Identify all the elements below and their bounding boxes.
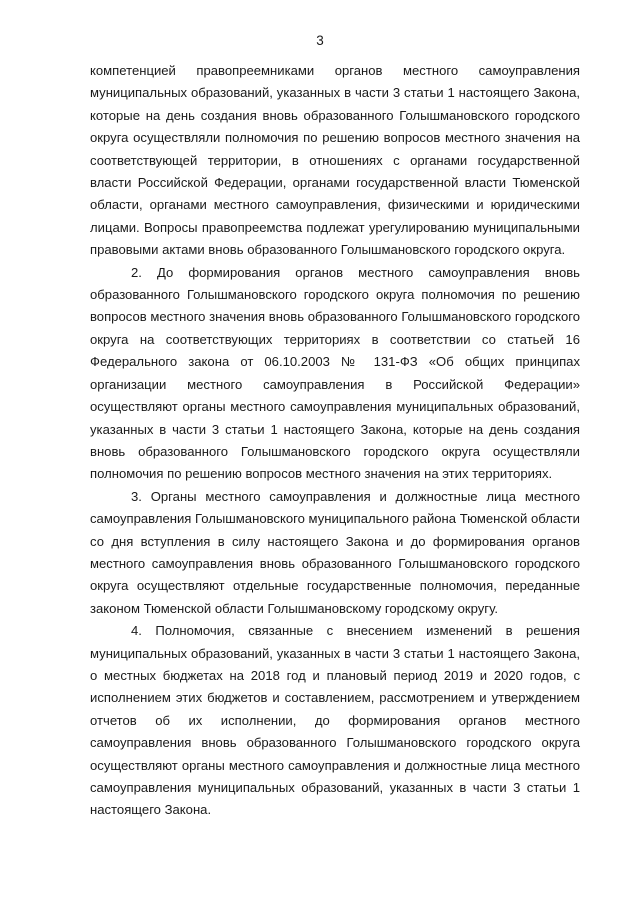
paragraph-item-4: 4. Полномочия, связанные с внесением изменений в решения муниципальных образований, указанных в части 3 статьи 1 настоящего Закона, о местных бюджетах на 2018 год и плановый период 2019 и 2020 годов, с исполнением этих бюджетов и составлением, рассмотрением и утверждением отчетов об их исполнении, до формирования органов местного самоуправления вновь образованного Голышмановского городского округа осуществляют органы местного самоуправления и должностные лица местного самоуправления муниципальных образований, указанных в части 3 статьи 1 настоящего Закона.	[90, 623, 580, 818]
document-body	[90, 60, 580, 822]
paragraph-continuation: компетенцией правопреемниками органов местного самоуправления муниципальных образований, указанных в части 3 статьи 1 настоящего Закона, которые на день создания вновь образованного Голышмановского городского округа осуществляли полномочия по решению вопросов местного значения на соответствующей территории, в отношениях с органами государственной власти Российской Федерации, органами государственной власти Тюменской области, органами местного самоуправления, физическими и юридическими лицами. Вопросы правопреемства подлежат урегулированию муниципальными правовыми актами вновь образованного Голышмановского городского округа.	[90, 63, 580, 258]
paragraph-item-3: 3. Органы местного самоуправления и должностные лица местного самоуправления Голышмановского муниципального района Тюменской области со дня вступления в силу настоящего Закона и до формирования органов местного самоуправления вновь образованного Голышмановского городского округа осуществляют отдельные государственные полномочия, переданные законом Тюменской области Голышмановскому городскому округу.	[90, 488, 580, 616]
page-number: 3	[316, 33, 324, 48]
paragraph-item-2: 2. До формирования органов местного самоуправления вновь образованного Голышмановского городского округа полномочия по решению вопросов местного значения вновь образованного Голышмановского городского округа на соответствующих территориях в соответствии со статьей 16 Федерального закона от 06.10.2003 № 131-ФЗ «Об общих принципах организации местного самоуправления в Российской Федерации» осуществляют органы местного самоуправления муниципальных образований, указанных в части 3 статьи 1 настоящего Закона, которые на день создания вновь образованного Голышмановского городского округа осуществляли полномочия по решению вопросов местного значения на этих территориях.	[90, 264, 580, 482]
